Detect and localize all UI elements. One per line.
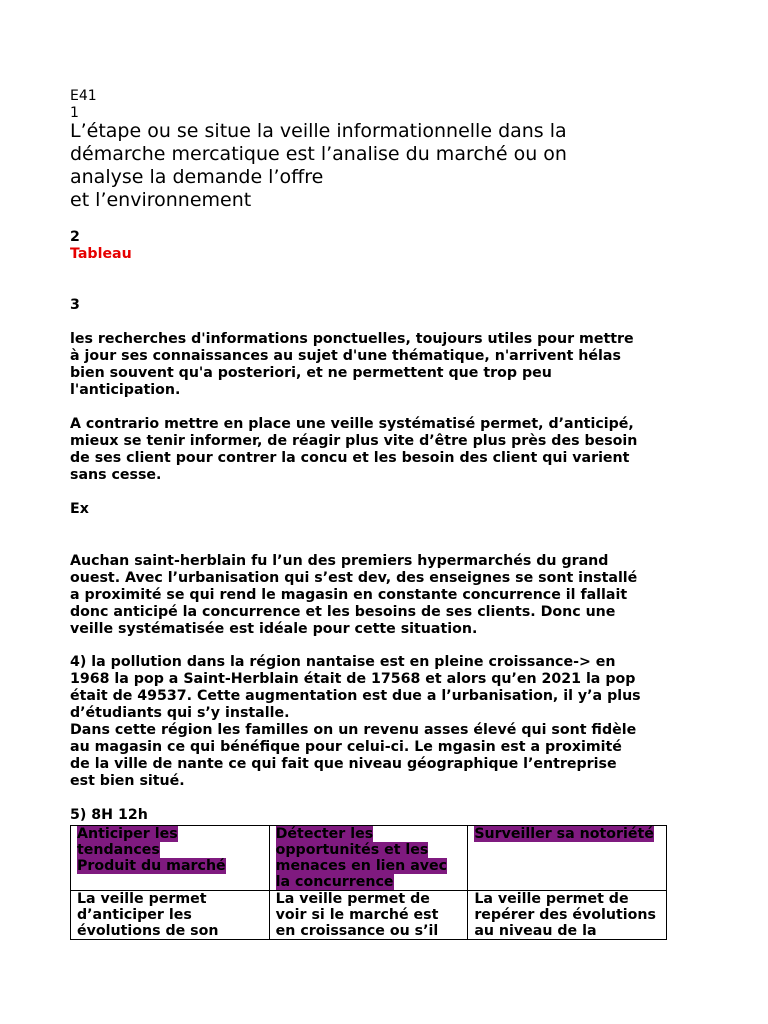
text-line: a proximité se qui rend le magasin en constante concurrence il fallait [70,587,628,603]
text-line: d’étudiants qui s’y installe. [70,705,290,721]
text-line: veille systématisée est idéale pour cette situation. [70,621,478,637]
text-line: l'anticipation. [70,382,181,398]
question-5-label: 5) 8H 12h [70,807,148,823]
highlighted-text: Détecter les [275,826,374,842]
text-line: mieux se tenir informer, de réagir plus vite d’être plus près des besoin [70,433,638,449]
table-row [71,891,667,940]
highlighted-text: Surveiller sa notoriété [474,826,654,842]
text-line: L’étape ou se situe la veille informationnelle dans la [70,120,567,142]
paragraph-4 [70,654,641,790]
paragraph-1 [70,331,634,399]
text-line: au magasin ce qui bénéfique pour celui-ci. Le mgasin est a proximité [70,739,622,755]
text-line: les recherches d'informations ponctuelles, toujours utiles pour mettre [70,331,634,347]
highlighted-text: Anticiper les [77,826,178,842]
table-cell: La veille permet d’anticiper les évolutions de son [71,891,270,940]
example-label: Ex [70,501,89,517]
doc-code: E41 [70,88,97,104]
question-1-answer [70,120,730,212]
table-header-cell [468,826,667,891]
text-line: sans cesse. [70,467,162,483]
text-line: ouest. Avec l’urbanisation qui s’est dev, des enseignes se sont installé [70,570,638,586]
text-line: et l’environnement [70,189,252,211]
text-line: 4) la pollution dans la région nantaise est en pleine croissance-> en [70,654,616,670]
text-line: A contrario mettre en place une veille systématisé permet, d’anticipé, [70,416,634,432]
highlighted-text: Produit du marché [77,858,226,874]
text-line: démarche mercatique est l’analise du marché ou on [70,143,567,165]
question-2-label: Tableau [70,246,132,262]
text-line: bien souvent qu'a posteriori, et ne permettent que trop peu [70,365,552,381]
table-cell: La veille permet de repérer des évolutions au niveau de la [468,891,667,940]
text-line: est bien situé. [70,773,185,789]
highlighted-text: la concurrence [275,874,394,890]
highlighted-text: menaces en lien avec [275,858,448,874]
text-line: donc anticipé la concurrence et les besoins de ses clients. Donc une [70,604,616,620]
text-line: de la ville de nante ce qui fait que niveau géographique l’entreprise [70,756,617,772]
paragraph-2 [70,416,637,484]
question-2-number: 2 [70,229,80,245]
question-1-number: 1 [70,105,79,121]
text-line: analyse la demande l’offre [70,166,324,188]
text-line: de ses client pour contrer la concu et les besoin des client qui varient [70,450,630,466]
text-line: Dans cette région les familles on un revenu asses élevé qui sont fidèle [70,722,637,738]
highlighted-text: tendances [77,842,160,858]
paragraph-3 [70,553,637,638]
text-line: à jour ses connaissances au sujet d'une thématique, n'arrivent hélas [70,348,621,364]
table-header-cell [269,826,468,891]
text-line: Auchan saint-herblain fu l’un des premiers hypermarchés du grand [70,553,609,569]
text-line: 1968 la pop a Saint-Herblain était de 17568 et alors qu’en 2021 la pop [70,671,636,687]
question-3-number: 3 [70,297,80,313]
highlighted-text: opportunités et les [275,842,429,858]
veille-table [70,825,667,940]
table-cell: La veille permet de voir si le marché est en croissance ou s’il [269,891,468,940]
text-line: était de 49537. Cette augmentation est due a l’urbanisation, il y’a plus [70,688,641,704]
table-header-cell [71,826,270,891]
table-header-row [71,826,667,891]
